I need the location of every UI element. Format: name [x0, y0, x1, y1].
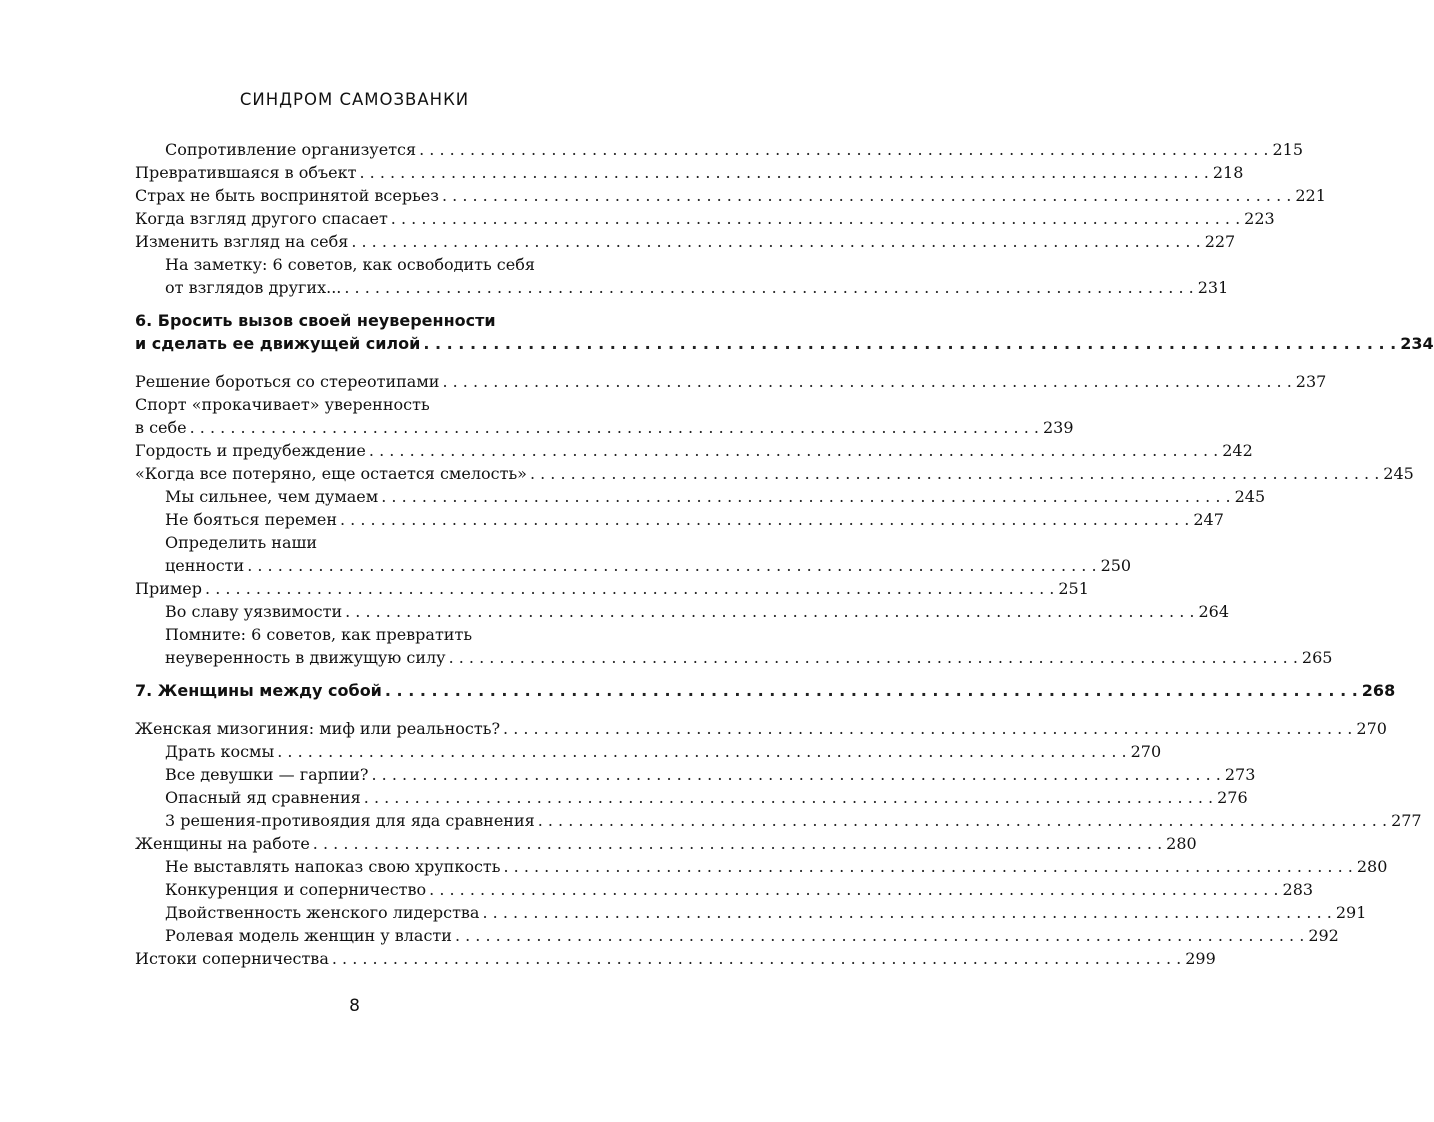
- dot-leader: [500, 717, 1356, 740]
- toc-entry-page: 276: [1217, 788, 1248, 807]
- toc-entry-title-line: Спорт «прокачивает» уверенность: [135, 395, 430, 414]
- toc-entry-page: 242: [1222, 441, 1253, 460]
- toc-entry-title: Когда взгляд другого спасает: [135, 209, 388, 228]
- dot-leader: [329, 947, 1185, 970]
- toc-entry-page: 245: [1234, 487, 1266, 506]
- toc-entry-title: Не выставлять напоказ свою хрупкость: [165, 857, 501, 876]
- toc-entry: [135, 138, 1303, 161]
- dot-leader: [244, 554, 1100, 577]
- dot-leader: [452, 924, 1308, 947]
- toc-entry: [135, 462, 1414, 485]
- dot-leader: [356, 161, 1212, 184]
- dot-leader: [388, 207, 1244, 230]
- dot-leader: [361, 786, 1217, 809]
- toc-entry-title: Превратившаяся в объект: [135, 163, 357, 182]
- dot-leader: [310, 832, 1166, 855]
- toc-entry-title: Двойственность женского лидерства: [165, 903, 480, 922]
- running-head: СИНДРОМ САМОЗВАНКИ: [239, 90, 470, 109]
- toc-entry-page: 215: [1272, 140, 1303, 159]
- toc-entry-page: 291: [1335, 903, 1367, 922]
- toc-entry-page: 247: [1193, 510, 1224, 529]
- dot-leader: [426, 878, 1282, 901]
- dot-leader: [382, 679, 1362, 702]
- toc-entry-title: Не бояться перемен: [165, 510, 337, 529]
- toc-entry: [135, 809, 1422, 832]
- toc-entry-page: 273: [1224, 765, 1256, 784]
- toc-entry: [135, 370, 1327, 393]
- toc-entry-title: Гордость и предубеждение: [135, 441, 366, 460]
- toc-entry-page: 251: [1058, 579, 1089, 598]
- toc-entry: [135, 786, 1248, 809]
- dot-leader: [348, 230, 1204, 253]
- toc-entry-title-line: Помните: 6 советов, как превратить: [165, 625, 473, 644]
- dot-leader: [366, 439, 1222, 462]
- dot-leader: [378, 485, 1234, 508]
- toc-entry-page: 270: [1356, 719, 1387, 738]
- toc-entry-page: 264: [1198, 602, 1230, 621]
- dot-leader: [420, 332, 1400, 355]
- dot-leader: [187, 416, 1043, 439]
- dot-leader: [527, 462, 1383, 485]
- toc-entry-title: Страх не быть воспринятой всерьез: [135, 186, 439, 205]
- toc-entry: [135, 947, 1216, 970]
- chapter-title-line: 6. Бросить вызов своей неуверенности: [135, 311, 496, 330]
- dot-leader: [202, 577, 1058, 600]
- toc-entry-title: Во славу уязвимости: [165, 602, 343, 621]
- toc-entry-page: 239: [1042, 418, 1074, 437]
- toc-entry-title: Женская мизогиния: миф или реальность?: [135, 719, 501, 738]
- toc-entry-title: в себе: [135, 418, 187, 437]
- toc-entry-page: 237: [1295, 372, 1327, 391]
- toc-entry-title: от взглядов других...: [165, 278, 342, 297]
- toc-entry: [135, 416, 1074, 439]
- toc-entry-title-line: На заметку: 6 советов, как освободить себя: [165, 255, 535, 274]
- toc-entry-page: 218: [1212, 163, 1244, 182]
- toc-entry: [135, 276, 1229, 299]
- toc-entry: [135, 717, 1387, 740]
- toc-entry-title: «Когда все потеряно, еще остается смелость»: [135, 464, 527, 483]
- toc-entry: [135, 554, 1132, 577]
- toc-entry: [135, 763, 1256, 786]
- toc-entry-page: 283: [1282, 880, 1314, 899]
- toc-entry-title: Конкуренция и соперничество: [165, 880, 427, 899]
- page-number: 8: [349, 996, 360, 1016]
- chapter-page: 234: [1400, 334, 1434, 353]
- toc-entry: [135, 832, 1197, 855]
- toc-entry-page: 270: [1130, 742, 1162, 761]
- chapter-entry: [135, 332, 1434, 355]
- toc-entry: [135, 207, 1275, 230]
- dot-leader: [368, 763, 1224, 786]
- toc-entry-title: Все девушки — гарпии?: [165, 765, 369, 784]
- toc-entry: [135, 184, 1326, 207]
- dot-leader: [337, 508, 1193, 531]
- toc-entry-page: 221: [1295, 186, 1326, 205]
- toc-entry-title: Ролевая модель женщин у власти: [165, 926, 452, 945]
- chapter-heading: [135, 679, 1396, 702]
- chapter-entry: [135, 679, 1396, 702]
- toc-entry-title: ценности: [165, 556, 245, 575]
- chapter-title: и сделать ее движущей силой: [135, 334, 421, 353]
- dot-leader: [439, 370, 1295, 393]
- dot-leader: [535, 809, 1391, 832]
- toc-entry-title: Сопротивление организуется: [165, 140, 417, 159]
- toc-entry: [135, 230, 1236, 253]
- toc-entry-title: Мы сильнее, чем думаем: [165, 487, 379, 506]
- toc-entry-page: 223: [1244, 209, 1275, 228]
- toc-entry: [135, 485, 1266, 508]
- toc-entry: [135, 439, 1253, 462]
- toc-entry-page: 280: [1356, 857, 1388, 876]
- chapter-page: 268: [1361, 681, 1396, 700]
- toc-entry-title: Истоки соперничества: [135, 949, 329, 968]
- toc-entry-page: 280: [1166, 834, 1197, 853]
- toc-entry-title: Опасный яд сравнения: [165, 788, 361, 807]
- toc-entry-title: Драть космы: [165, 742, 275, 761]
- toc-entry-title: Решение бороться со стереотипами: [135, 372, 440, 391]
- toc-entry: [135, 646, 1333, 669]
- dot-leader: [479, 901, 1335, 924]
- dot-leader: [274, 740, 1130, 763]
- toc-entry-title: неуверенность в движущую силу: [165, 648, 446, 667]
- toc-entry-page: 250: [1100, 556, 1132, 575]
- dot-leader: [500, 855, 1356, 878]
- toc-entry-title: Женщины на работе: [135, 834, 310, 853]
- toc-entry: [135, 855, 1388, 878]
- toc-entry-page: 277: [1391, 811, 1422, 830]
- toc-entry: [135, 600, 1230, 623]
- chapter-title: 7. Женщины между собой: [135, 681, 382, 700]
- toc-entry-page: 265: [1301, 648, 1333, 667]
- toc-entry: [135, 508, 1224, 531]
- dot-leader: [439, 184, 1295, 207]
- dot-leader: [416, 138, 1272, 161]
- toc-entry: [135, 577, 1089, 600]
- toc-entry-title-line: Определить наши: [165, 533, 318, 552]
- toc-entry: [135, 740, 1162, 763]
- toc-entry-page: 231: [1197, 278, 1229, 297]
- table-of-contents: [135, 138, 1434, 970]
- toc-entry: [135, 901, 1367, 924]
- dot-leader: [446, 646, 1302, 669]
- toc-entry: [135, 161, 1244, 184]
- toc-entry-title: 3 решения-противоядия для яда сравнения: [165, 811, 535, 830]
- toc-entry-page: 292: [1308, 926, 1339, 945]
- dot-leader: [341, 276, 1197, 299]
- toc-entry-page: 245: [1383, 464, 1414, 483]
- toc-entry-page: 227: [1204, 232, 1236, 251]
- dot-leader: [342, 600, 1198, 623]
- toc-entry: [135, 924, 1339, 947]
- toc-entry-page: 299: [1185, 949, 1216, 968]
- toc-entry-title: Изменить взгляд на себя: [135, 232, 349, 251]
- toc-entry-title: Пример: [135, 579, 203, 598]
- chapter-heading: [135, 309, 1434, 355]
- toc-entry: [135, 878, 1314, 901]
